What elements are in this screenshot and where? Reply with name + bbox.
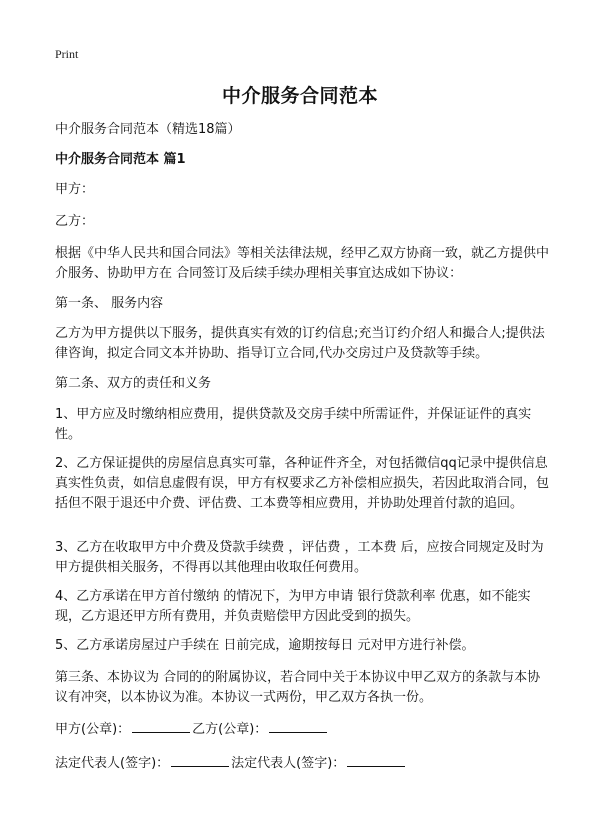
representative-signature-row	[55, 752, 550, 774]
rep-a-label: 法定代表人(签字)：	[55, 756, 170, 771]
document-title: 中介服务合同范本	[221, 85, 378, 107]
rep-b-signature-blank[interactable]	[347, 752, 405, 767]
clause-5: 5、乙方承诺房屋过户手续在 日前完成，逾期按每日 元对甲方进行补偿。	[55, 638, 475, 653]
rep-b-label: 法定代表人(签字)：	[231, 756, 346, 771]
seal-signature-row	[55, 718, 550, 740]
party-a-seal-label: 甲方(公章)：	[55, 722, 131, 737]
article-3: 第三条、本协议为 合同的的附属协议，若合同中关于本协议中甲乙双方的条款与本协议有冲突，以本协议为准。本协议一式两份，甲乙双方各执一份。	[55, 670, 541, 705]
section-heading: 中介服务合同范本 篇1	[55, 152, 186, 167]
clause-3: 3、乙方在收取甲方中介费及贷款手续费 ，评估费 ，工本费 后，应按合同规定及时为甲方提供相关服务，不得再以其他理由收取任何费用。	[55, 540, 544, 575]
document-subtitle: 中介服务合同范本（精选18篇）	[55, 122, 241, 137]
article-1-body: 乙方为甲方提供以下服务，提供真实有效的订约信息;充当订约介绍人和撮合人;提供法律咨询，拟定合同文本并协助、指导订立合同,代办交房过户及贷款等手续。	[55, 326, 545, 361]
clause-4: 4、乙方承诺在甲方首付缴纳 的情况下，为甲方申请 银行贷款利率 优惠，如不能实现，乙方退还甲方所有费用，并负责赔偿甲方因此受到的损失。	[55, 589, 531, 624]
party-b-line: 乙方：	[55, 214, 95, 229]
party-b-seal-blank[interactable]	[269, 718, 327, 733]
party-a-seal-blank[interactable]	[132, 718, 190, 733]
print-link[interactable]: Print	[55, 47, 79, 61]
article-1-title: 第一条、 服务内容	[55, 296, 164, 311]
party-a-line: 甲方：	[55, 182, 95, 197]
article-2-title: 第二条、双方的责任和义务	[55, 376, 212, 391]
rep-a-signature-blank[interactable]	[171, 752, 229, 767]
intro-paragraph: 根据《中华人民共和国合同法》等相关法律法规，经甲乙双方协商一致，就乙方提供中介服务、协助甲方在 合同签订及后续手续办理相关事宜达成如下协议：	[55, 246, 550, 281]
clause-2: 2、乙方保证提供的房屋信息真实可靠，各种证件齐全，对包括微信qq记录中提供信息真实性负责，如信息虚假有误，甲方有权要求乙方补偿相应损失，若因此取消合同，包括但不限于退还中介费、评估费、工本费等相应费用，并协助处理首付款的追回。	[55, 456, 550, 511]
party-b-seal-label: 乙方(公章)：	[192, 722, 268, 737]
clause-1: 1、甲方应及时缴纳相应费用，提供贷款及交房手续中所需证件，并保证证件的真实性。	[55, 407, 532, 442]
